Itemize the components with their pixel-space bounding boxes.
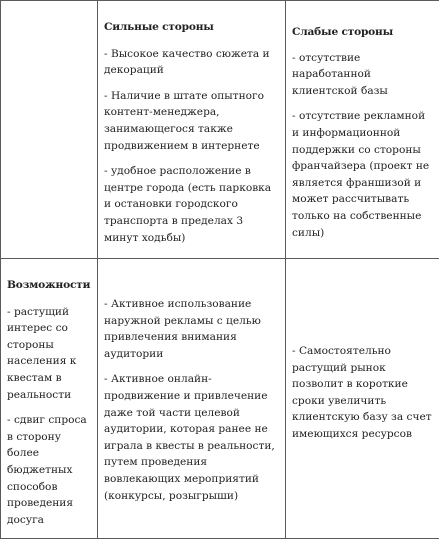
wo-strategies-cell (286, 259, 439, 539)
opportunities-heading: Возможности (7, 277, 91, 294)
strengths-cell (98, 1, 286, 259)
opportunities-cell (1, 259, 98, 539)
wo-strategy-item: - Самостоятельно растущий рынок позволит в короткие сроки увеличить клиентскую базу за счет имеющихся ресурсов (292, 343, 433, 443)
weakness-item: - отсутствие рекламной и информационной поддержки со стороны франчайзера (проект не является франшизой и может рассчитывать только на собственные силы) (292, 108, 433, 241)
strength-item: - удобное расположение в центре города (есть парковка и остановки городского транспорта в пределах 3 минут ходьбы) (104, 163, 279, 246)
weaknesses-cell (286, 1, 439, 259)
opportunity-item: - растущий интерес со стороны населения к квестам в реальности (7, 304, 91, 404)
strength-item: - Высокое качество сюжета и декораций (104, 46, 279, 79)
so-strategy-item: - Активное использование наружной рекламы с целью привлечения внимания аудитории (104, 296, 279, 362)
strengths-heading: Сильные стороны (104, 19, 279, 36)
table-row (1, 259, 439, 539)
weakness-item: - отсутствие наработанной клиентской базы (292, 50, 433, 100)
strength-item: - Наличие в штате опытного контент-менеджера, занимающегося также продвижением в интернете (104, 88, 279, 154)
table-row (1, 1, 439, 259)
opportunity-item: - сдвиг спроса в сторону более бюджетных способов проведения досуга (7, 412, 91, 528)
so-strategies-cell (98, 259, 286, 539)
so-strategy-item: - Активное онлайн-продвижение и привлечение даже той части целевой аудитории, которая ранее не играла в квесты в реальности, путем проведения вовлекающих мероприятий (конкурсы, розыгрыши) (104, 371, 279, 504)
empty-corner-cell (1, 1, 98, 259)
weaknesses-heading: Слабые стороны (292, 24, 433, 41)
